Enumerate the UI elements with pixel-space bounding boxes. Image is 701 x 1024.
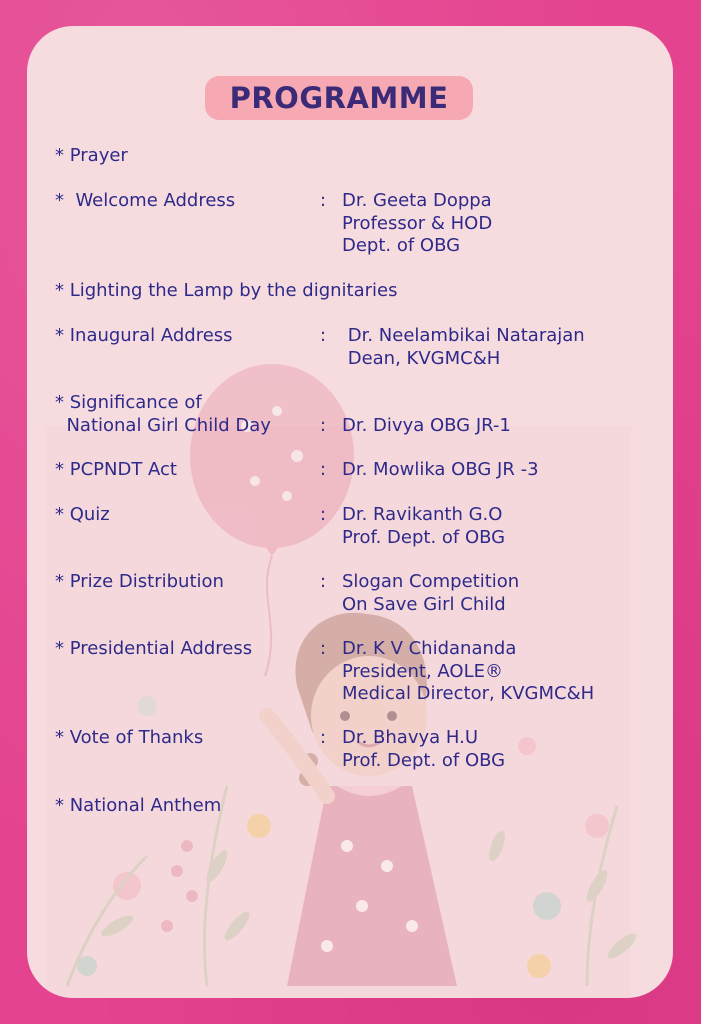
- speaker-line: Dr. Ravikanth G.O: [342, 504, 503, 525]
- programme-item: * National Anthem: [55, 795, 222, 816]
- speaker-line: On Save Girl Child: [342, 593, 506, 615]
- speaker-details: [342, 190, 492, 258]
- colon-separator: :: [320, 325, 327, 346]
- speaker-line: Dr. Neelambikai Natarajan: [342, 325, 585, 346]
- speaker-details: [342, 727, 505, 772]
- programme-item: * PCPNDT Act: [55, 459, 177, 480]
- speaker-line: Dr. Bhavya H.U: [342, 727, 479, 748]
- programme-item: * Quiz: [55, 504, 110, 525]
- colon-separator: :: [320, 504, 327, 525]
- programme-item: * Prize Distribution: [55, 571, 224, 592]
- colon-separator: :: [320, 190, 327, 211]
- colon-separator: :: [320, 727, 327, 748]
- colon-separator: :: [320, 571, 327, 592]
- programme-item: * Lighting the Lamp by the dignitaries: [55, 280, 398, 301]
- speaker-line: Slogan Competition: [342, 571, 520, 592]
- speaker-line: Medical Director, KVGMC&H: [342, 683, 595, 704]
- speaker-line: Dr. Mowlika OBG JR -3: [342, 459, 539, 480]
- speaker-line: President, AOLE®: [342, 660, 503, 682]
- speaker-details: [342, 571, 519, 616]
- colon-separator: :: [320, 414, 327, 436]
- speaker-details: [342, 459, 539, 482]
- speaker-details: [342, 415, 511, 438]
- speaker-line: Dept. of OBG: [342, 235, 461, 256]
- speaker-line: Dean, KVGMC&H: [342, 347, 501, 369]
- programme-item: * Presidential Address: [55, 638, 253, 659]
- programme-item: * Welcome Address: [55, 190, 236, 211]
- speaker-line: Prof. Dept. of OBG: [342, 526, 506, 548]
- programme-item: * Inaugural Address: [55, 325, 233, 346]
- programme-item: * Vote of Thanks: [55, 727, 204, 748]
- programme-item-continued: National Girl Child Day: [55, 414, 271, 436]
- programme-item: * Prayer: [55, 145, 128, 166]
- speaker-line: Dr. K V Chidananda: [342, 638, 517, 659]
- speaker-line: Dr. Divya OBG JR-1: [342, 414, 511, 436]
- colon-separator: :: [320, 638, 327, 659]
- speaker-line: Prof. Dept. of OBG: [342, 749, 506, 771]
- programme-card: [27, 26, 673, 998]
- speaker-details: [342, 504, 505, 549]
- speaker-line: Professor & HOD: [342, 212, 493, 234]
- colon-separator: :: [320, 459, 327, 480]
- title-banner: [205, 76, 473, 120]
- page-title: PROGRAMME: [229, 81, 449, 115]
- speaker-details: [342, 638, 594, 706]
- speaker-line: Dr. Geeta Doppa: [342, 190, 492, 211]
- programme-item: * Significance of: [55, 392, 202, 413]
- speaker-details: [342, 325, 585, 370]
